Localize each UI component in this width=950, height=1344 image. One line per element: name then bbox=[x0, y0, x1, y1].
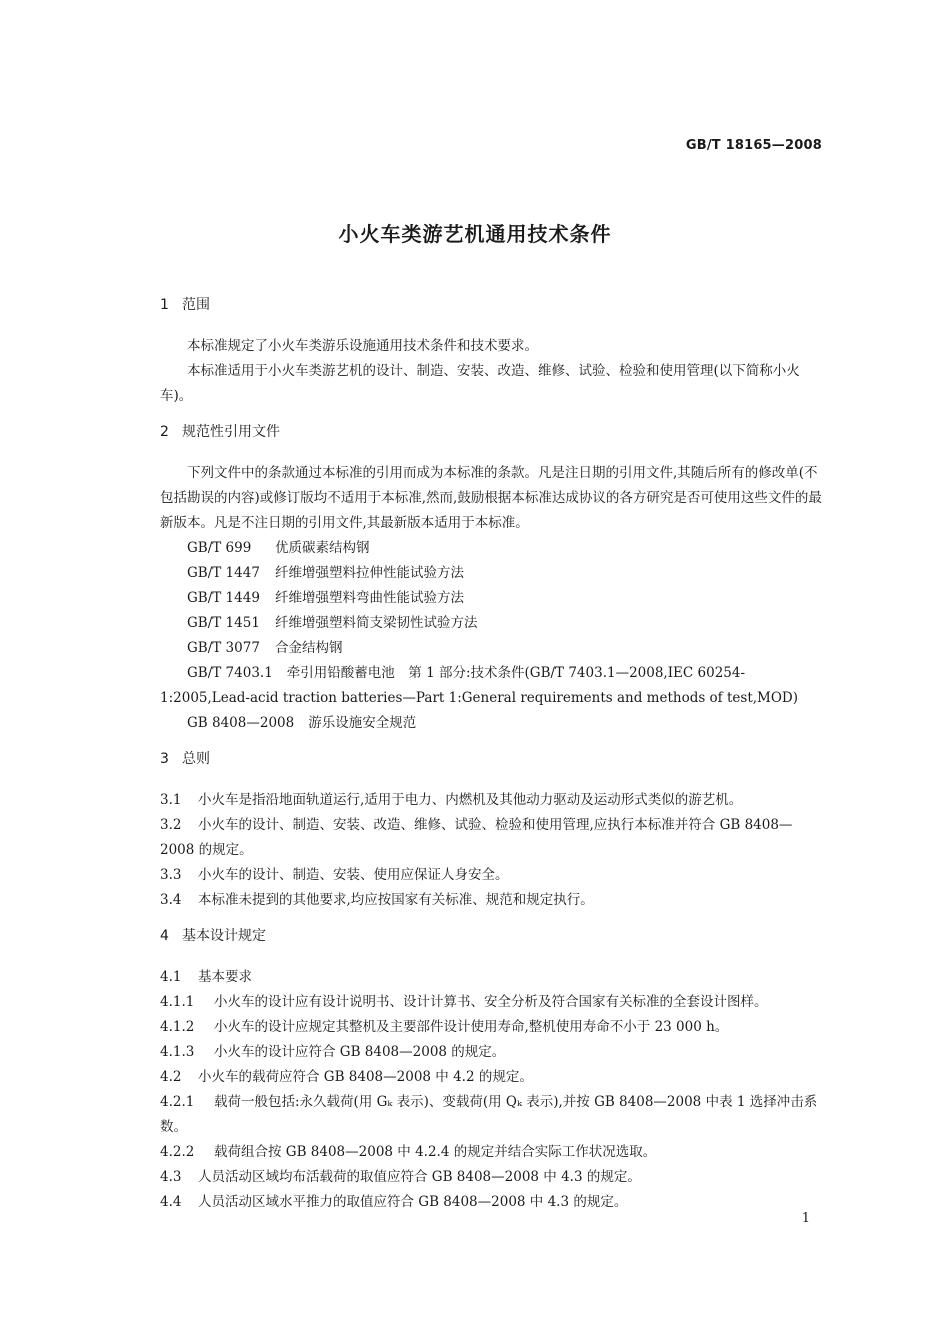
clause-text: 小火车的设计应有设计说明书、设计计算书、安全分析及符合国家有关标准的全套设计图样。 bbox=[214, 994, 768, 1010]
reference-item bbox=[160, 711, 824, 736]
clause-text: 人员活动区域水平推力的取值应符合 GB 8408—2008 中 4.3 的规定。 bbox=[198, 1194, 628, 1210]
clause-number: 4.1.2 bbox=[160, 1019, 195, 1035]
section-heading bbox=[160, 921, 824, 951]
clause-number: 3.4 bbox=[160, 892, 182, 908]
clause bbox=[160, 1140, 824, 1165]
clause-number: 3.1 bbox=[160, 792, 182, 808]
reference-title: 纤维增强塑料弯曲性能试验方法 bbox=[275, 590, 464, 606]
section-number: 2 bbox=[160, 424, 169, 440]
clause-text: 本标准未提到的其他要求,均应按国家有关标准、规范和规定执行。 bbox=[198, 892, 594, 908]
reference-title: 游乐设施安全规范 bbox=[308, 715, 417, 731]
section-heading bbox=[160, 744, 824, 774]
clause-text: 小火车的载荷应符合 GB 8408—2008 中 4.2 的规定。 bbox=[198, 1069, 533, 1085]
reference-code: GB/T 699 bbox=[187, 540, 252, 556]
clause bbox=[160, 1015, 824, 1040]
reference-title: 纤维增强塑料拉伸性能试验方法 bbox=[275, 565, 464, 581]
reference-item bbox=[160, 561, 824, 586]
clause-text: 小火车是指沿地面轨道运行,适用于电力、内燃机及其他动力驱动及运动形式类似的游艺机。 bbox=[198, 792, 743, 808]
reference-title: 优质碳素结构钢 bbox=[275, 540, 370, 556]
section-number: 3 bbox=[160, 751, 169, 767]
clause-text: 人员活动区域均布活载荷的取值应符合 GB 8408—2008 中 4.3 的规定。 bbox=[198, 1169, 641, 1185]
reference-title: 纤维增强塑料简支梁韧性试验方法 bbox=[275, 615, 478, 631]
clause-text: 小火车的设计、制造、安装、使用应保证人身安全。 bbox=[198, 867, 509, 883]
section-title: 规范性引用文件 bbox=[182, 424, 280, 440]
reference-code: GB/T 7403.1 bbox=[187, 665, 273, 681]
reference-code: GB/T 1447 bbox=[187, 565, 260, 581]
reference-item bbox=[160, 611, 824, 636]
reference-item bbox=[160, 661, 824, 711]
clause bbox=[160, 863, 824, 888]
clause-number: 4.3 bbox=[160, 1169, 182, 1185]
page-number: 1 bbox=[801, 1211, 810, 1226]
section-title: 基本设计规定 bbox=[182, 928, 266, 944]
clause-text: 载荷组合按 GB 8408—2008 中 4.2.4 的规定并结合实际工作状况选取。 bbox=[214, 1144, 657, 1160]
clause bbox=[160, 1165, 824, 1190]
document-body bbox=[160, 290, 824, 1215]
reference-code: GB/T 1449 bbox=[187, 590, 260, 606]
clause-number: 3.2 bbox=[160, 817, 182, 833]
section-title: 总则 bbox=[182, 751, 210, 767]
standard-code: GB/T 18165—2008 bbox=[685, 138, 822, 153]
clause-number: 4.1.1 bbox=[160, 994, 195, 1010]
reference-item bbox=[160, 586, 824, 611]
reference-title: 合金结构钢 bbox=[275, 640, 343, 656]
reference-item bbox=[160, 536, 824, 561]
clause-number: 3.3 bbox=[160, 867, 182, 883]
reference-code: GB/T 3077 bbox=[187, 640, 260, 656]
clause-number: 4.4 bbox=[160, 1194, 182, 1210]
clause bbox=[160, 1065, 824, 1090]
clause-number: 4.2.1 bbox=[160, 1094, 195, 1110]
section-heading bbox=[160, 417, 824, 447]
document-title: 小火车类游艺机通用技术条件 bbox=[338, 222, 612, 246]
clause-number: 4.2.2 bbox=[160, 1144, 195, 1160]
clause bbox=[160, 888, 824, 913]
section-title: 范围 bbox=[182, 297, 210, 313]
clause-number: 4.1 bbox=[160, 969, 182, 985]
clause-text: 小火车的设计应符合 GB 8408—2008 的规定。 bbox=[214, 1044, 506, 1060]
clause bbox=[160, 965, 824, 990]
clause-text: 基本要求 bbox=[198, 969, 252, 985]
clause-number: 4.1.3 bbox=[160, 1044, 195, 1060]
clause-number: 4.2 bbox=[160, 1069, 182, 1085]
clause-text: 载荷一般包括:永久载荷(用 Gₖ 表示)、变载荷(用 Qₖ 表示),并按 GB 8408—2008 中表 1 选择冲击系数。 bbox=[160, 1094, 818, 1135]
clause-text: 小火车的设计、制造、安装、改造、维修、试验、检验和使用管理,应执行本标准并符合 GB 8408—2008 的规定。 bbox=[160, 817, 793, 858]
reference-title: 牵引用铅酸蓄电池 第 1 部分:技术条件(GB/T 7403.1—2008,IEC 60254-1:2005,Lead-acid traction batteries—Part 1:General requirements and methods of test,MOD) bbox=[160, 665, 799, 706]
section-number: 4 bbox=[160, 928, 169, 944]
paragraph: 本标准规定了小火车类游乐设施通用技术条件和技术要求。 bbox=[187, 338, 538, 354]
clause-text: 小火车的设计应规定其整机及主要部件设计使用寿命,整机使用寿命不小于 23 000 h。 bbox=[214, 1019, 729, 1035]
clause bbox=[160, 813, 824, 863]
reference-code: GB 8408—2008 bbox=[187, 715, 295, 731]
clause bbox=[160, 1190, 824, 1215]
paragraph: 下列文件中的条款通过本标准的引用而成为本标准的条款。凡是注日期的引用文件,其随后所有的修改单(不包括勘误的内容)或修订版均不适用于本标准,然而,鼓励根据本标准达成协议的各方研究是否可使用这些文件的最新版本。凡是不注日期的引用文件,其最新版本适用于本标准。 bbox=[160, 465, 822, 531]
clause bbox=[160, 1040, 824, 1065]
clause bbox=[160, 788, 824, 813]
clause bbox=[160, 990, 824, 1015]
clause bbox=[160, 1090, 824, 1140]
section-heading bbox=[160, 290, 824, 320]
reference-code: GB/T 1451 bbox=[187, 615, 260, 631]
reference-item bbox=[160, 636, 824, 661]
paragraph: 本标准适用于小火车类游艺机的设计、制造、安装、改造、维修、试验、检验和使用管理(以下简称小火车)。 bbox=[160, 363, 800, 404]
section-number: 1 bbox=[160, 297, 169, 313]
